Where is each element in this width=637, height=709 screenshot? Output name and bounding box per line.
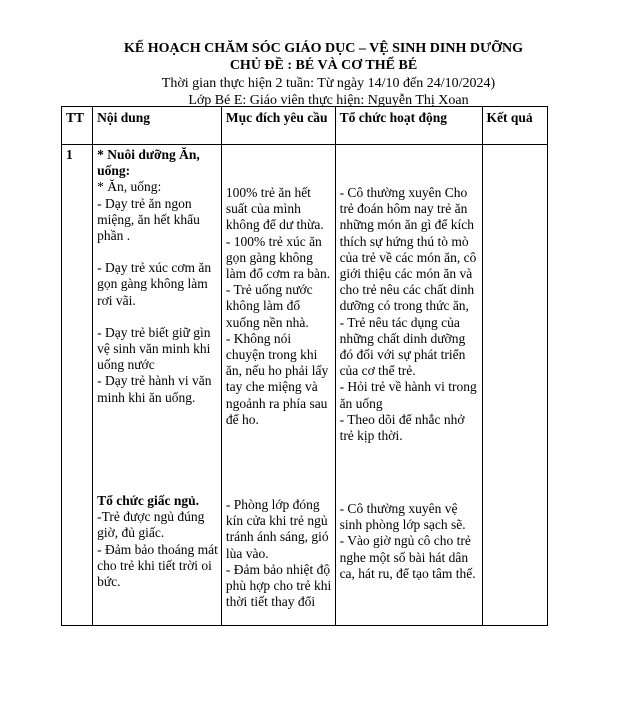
document-title: KẾ HOẠCH CHĂM SÓC GIÁO DỤC – VỆ SINH DINH DƯỠNG bbox=[123, 41, 524, 56]
activity-b-item: - Cô thường xuyên vệ sinh phòng lớp sạch sẽ. bbox=[339, 501, 466, 533]
cell-activity bbox=[335, 145, 482, 626]
content-b-item: -Trẻ được ngủ đúng giờ, đủ giấc. bbox=[97, 509, 205, 541]
document-header bbox=[0, 40, 637, 109]
column-header-activity: Tổ chức hoạt động bbox=[335, 107, 482, 145]
content-a-item: - Dạy trẻ xúc cơm ăn gọn gàng không làm rơi vãi. bbox=[97, 260, 212, 308]
content-b-heading: Tổ chức giấc ngủ. bbox=[97, 493, 199, 508]
cell-content bbox=[93, 145, 222, 626]
class-teacher-line: Lớp Bé E: Giáo viên thực hiện: Nguyễn Thị Xoan bbox=[188, 93, 469, 108]
activity-a-item: - Theo dõi để nhắc nhở trẻ kịp thời. bbox=[339, 411, 465, 444]
activity-block-a bbox=[340, 185, 479, 444]
activity-a-item: - Trẻ nêu tác dụng của những chất dinh dưỡng đó đối với sự phát triển của cơ thể trẻ. bbox=[339, 314, 466, 379]
purpose-b-item: - Đảm bảo nhiệt độ phù hợp cho trẻ khi thời tiết thay đổi bbox=[225, 561, 332, 610]
period-line: Thời gian thực hiện 2 tuần: Từ ngày 14/10 đến 24/10/2024) bbox=[161, 76, 496, 91]
activity-a-item: - Cô thường xuyên Cho trẻ đoán hôm nay trẻ ăn những món ăn gì để kích thích sự hứng thú tò mò của trẻ về các món ăn, cô giới thiệu các món ăn và cho trẻ nêu các chất dinh dưỡng có trong thức ăn, bbox=[339, 185, 477, 314]
cell-result bbox=[482, 145, 547, 626]
purpose-block-b bbox=[226, 497, 332, 610]
purpose-b-item: - Phòng lớp đóng kín cửa khi trẻ ngủ tránh ánh sáng, gió lùa vào. bbox=[225, 497, 329, 561]
column-header-purpose: Mục đích yêu cầu bbox=[221, 107, 335, 145]
content-a-heading: * Nuôi dưỡng Ăn, uống: bbox=[97, 147, 200, 179]
cell-tt bbox=[62, 145, 93, 626]
activity-b-item: - Vào giờ ngủ cô cho trẻ nghe một số bài hát dân ca, hát ru, để tạo tâm thế. bbox=[339, 533, 476, 581]
activity-a-item: - Hỏi trẻ về hành vi trong ăn uống bbox=[339, 379, 477, 411]
purpose-block-a bbox=[226, 185, 332, 428]
content-a-item: - Dạy trẻ biết giữ gìn vệ sinh văn minh khi uống nước bbox=[97, 324, 211, 373]
content-a-sub: * Ăn, uống: bbox=[97, 179, 162, 195]
table-row bbox=[62, 145, 548, 626]
content-block-b bbox=[97, 493, 218, 590]
column-header-tt: TT bbox=[62, 107, 93, 145]
content-block-a bbox=[97, 147, 218, 406]
purpose-a-item: - 100% trẻ xúc ăn gọn gàng không làm đổ cơm ra bàn. bbox=[225, 233, 331, 282]
purpose-a-item: - Không nói chuyện trong khi ăn, nếu ho phải lấy tay che miệng và ngoảnh ra phía sau để ho. bbox=[225, 330, 329, 427]
cell-purpose bbox=[221, 145, 335, 626]
activity-block-b bbox=[340, 501, 479, 582]
purpose-a-item: 100% trẻ ăn hết suất của mình không để dư thừa. bbox=[225, 185, 324, 233]
table-header-row bbox=[62, 107, 548, 145]
document-subject: CHỦ ĐỀ : BÉ VÀ CƠ THỂ BÉ bbox=[229, 58, 418, 73]
content-a-item: - Dạy trẻ ăn ngon miệng, ăn hết khẩu phần . bbox=[97, 195, 200, 244]
plan-table bbox=[61, 106, 548, 626]
column-header-content: Nội dung bbox=[93, 107, 222, 145]
column-header-result: Kết quả bbox=[482, 107, 547, 145]
purpose-a-item: - Trẻ uống nước không làm đổ xuống nền nhà. bbox=[225, 282, 313, 330]
content-b-item: - Đảm bảo thoáng mát cho trẻ khi tiết trời oi bức. bbox=[97, 541, 218, 590]
row-number: 1 bbox=[66, 147, 73, 162]
content-a-item: - Dạy trẻ hành vi văn minh khi ăn uống. bbox=[97, 373, 212, 405]
